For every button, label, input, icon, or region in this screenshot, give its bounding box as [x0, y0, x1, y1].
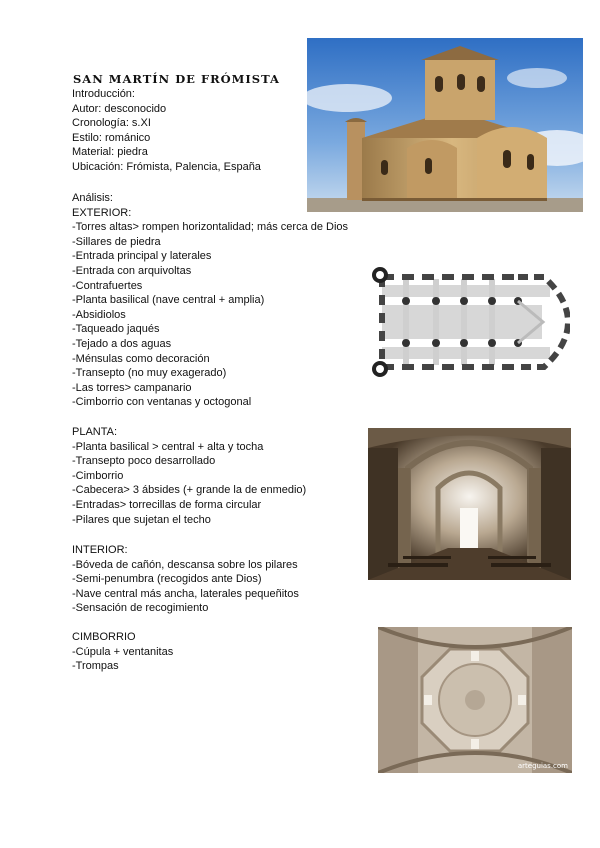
text-line: CIMBORRIO	[72, 631, 136, 643]
planta-section	[72, 425, 306, 527]
cimborrio-section	[72, 630, 173, 674]
text-line: -Sensación de recogimiento	[72, 602, 209, 615]
text-line: -Entrada principal y laterales	[72, 250, 212, 263]
text-line: -Taqueado jaqués	[72, 323, 160, 336]
text-line: -Trompas	[72, 660, 119, 673]
text-line: Introducción:	[72, 88, 135, 100]
text-line: -Planta basilical > central + alta y tocha	[72, 440, 264, 453]
photo-credit: arteguias.com	[517, 762, 568, 770]
text-line: -Contrafuertes	[72, 279, 143, 292]
text-line: -Entrada con arquivoltas	[72, 264, 192, 277]
text-line: EXTERIOR:	[72, 206, 132, 219]
text-line: -Pilares que sujetan el techo	[72, 513, 211, 526]
text-line: -Bóveda de cañón, descansa sobre los pilares	[72, 558, 298, 571]
text-line: Análisis:	[72, 192, 113, 204]
text-line: -Cabecera> 3 ábsides (+ grande la de enmedio)	[72, 484, 307, 497]
text-line: Cronología: s.XI	[72, 117, 151, 130]
analisis-section	[72, 191, 348, 410]
text-line: -Nave central más ancha, laterales pequeñitos	[72, 587, 299, 600]
text-line: -Transepto poco desarrollado	[72, 455, 216, 468]
text-line: Estilo: románico	[72, 131, 151, 144]
text-line: Material: piedra	[72, 146, 148, 159]
text-line: -Entradas> torrecillas de forma circular	[72, 498, 262, 511]
text-line: -Las torres> campanario	[72, 381, 192, 394]
text-line: -Transepto (no muy exagerado)	[72, 367, 227, 380]
text-line: -Cimborrio	[72, 469, 124, 482]
text-line: -Ménsulas como decoración	[72, 352, 210, 365]
text-line: -Tejado a dos aguas	[72, 337, 172, 350]
church-interior-photo	[368, 428, 571, 580]
floor-plan-image	[368, 265, 570, 379]
document-title: SAN MARTÍN DE FRÓMISTA	[73, 72, 280, 86]
text-line: INTERIOR:	[72, 544, 128, 556]
text-line: -Semi-penumbra (recogidos ante Dios)	[72, 573, 262, 586]
intro-section	[72, 87, 261, 175]
text-line: Autor: desconocido	[72, 102, 167, 115]
text-line: -Cimborrio con ventanas y octogonal	[72, 396, 252, 409]
church-exterior-photo	[307, 38, 583, 212]
text-line: -Sillares de piedra	[72, 235, 161, 248]
text-line: -Cúpula + ventanitas	[72, 645, 174, 658]
cimborrio-dome-photo	[378, 627, 572, 773]
text-line: PLANTA:	[72, 426, 118, 438]
text-line: -Torres altas> rompen horizontalidad; más cerca de Dios	[72, 221, 349, 234]
text-line: -Absidiolos	[72, 308, 126, 321]
interior-section	[72, 543, 299, 616]
text-line: -Planta basilical (nave central + amplia)	[72, 294, 265, 307]
text-line: Ubicación: Frómista, Palencia, España	[72, 160, 261, 173]
